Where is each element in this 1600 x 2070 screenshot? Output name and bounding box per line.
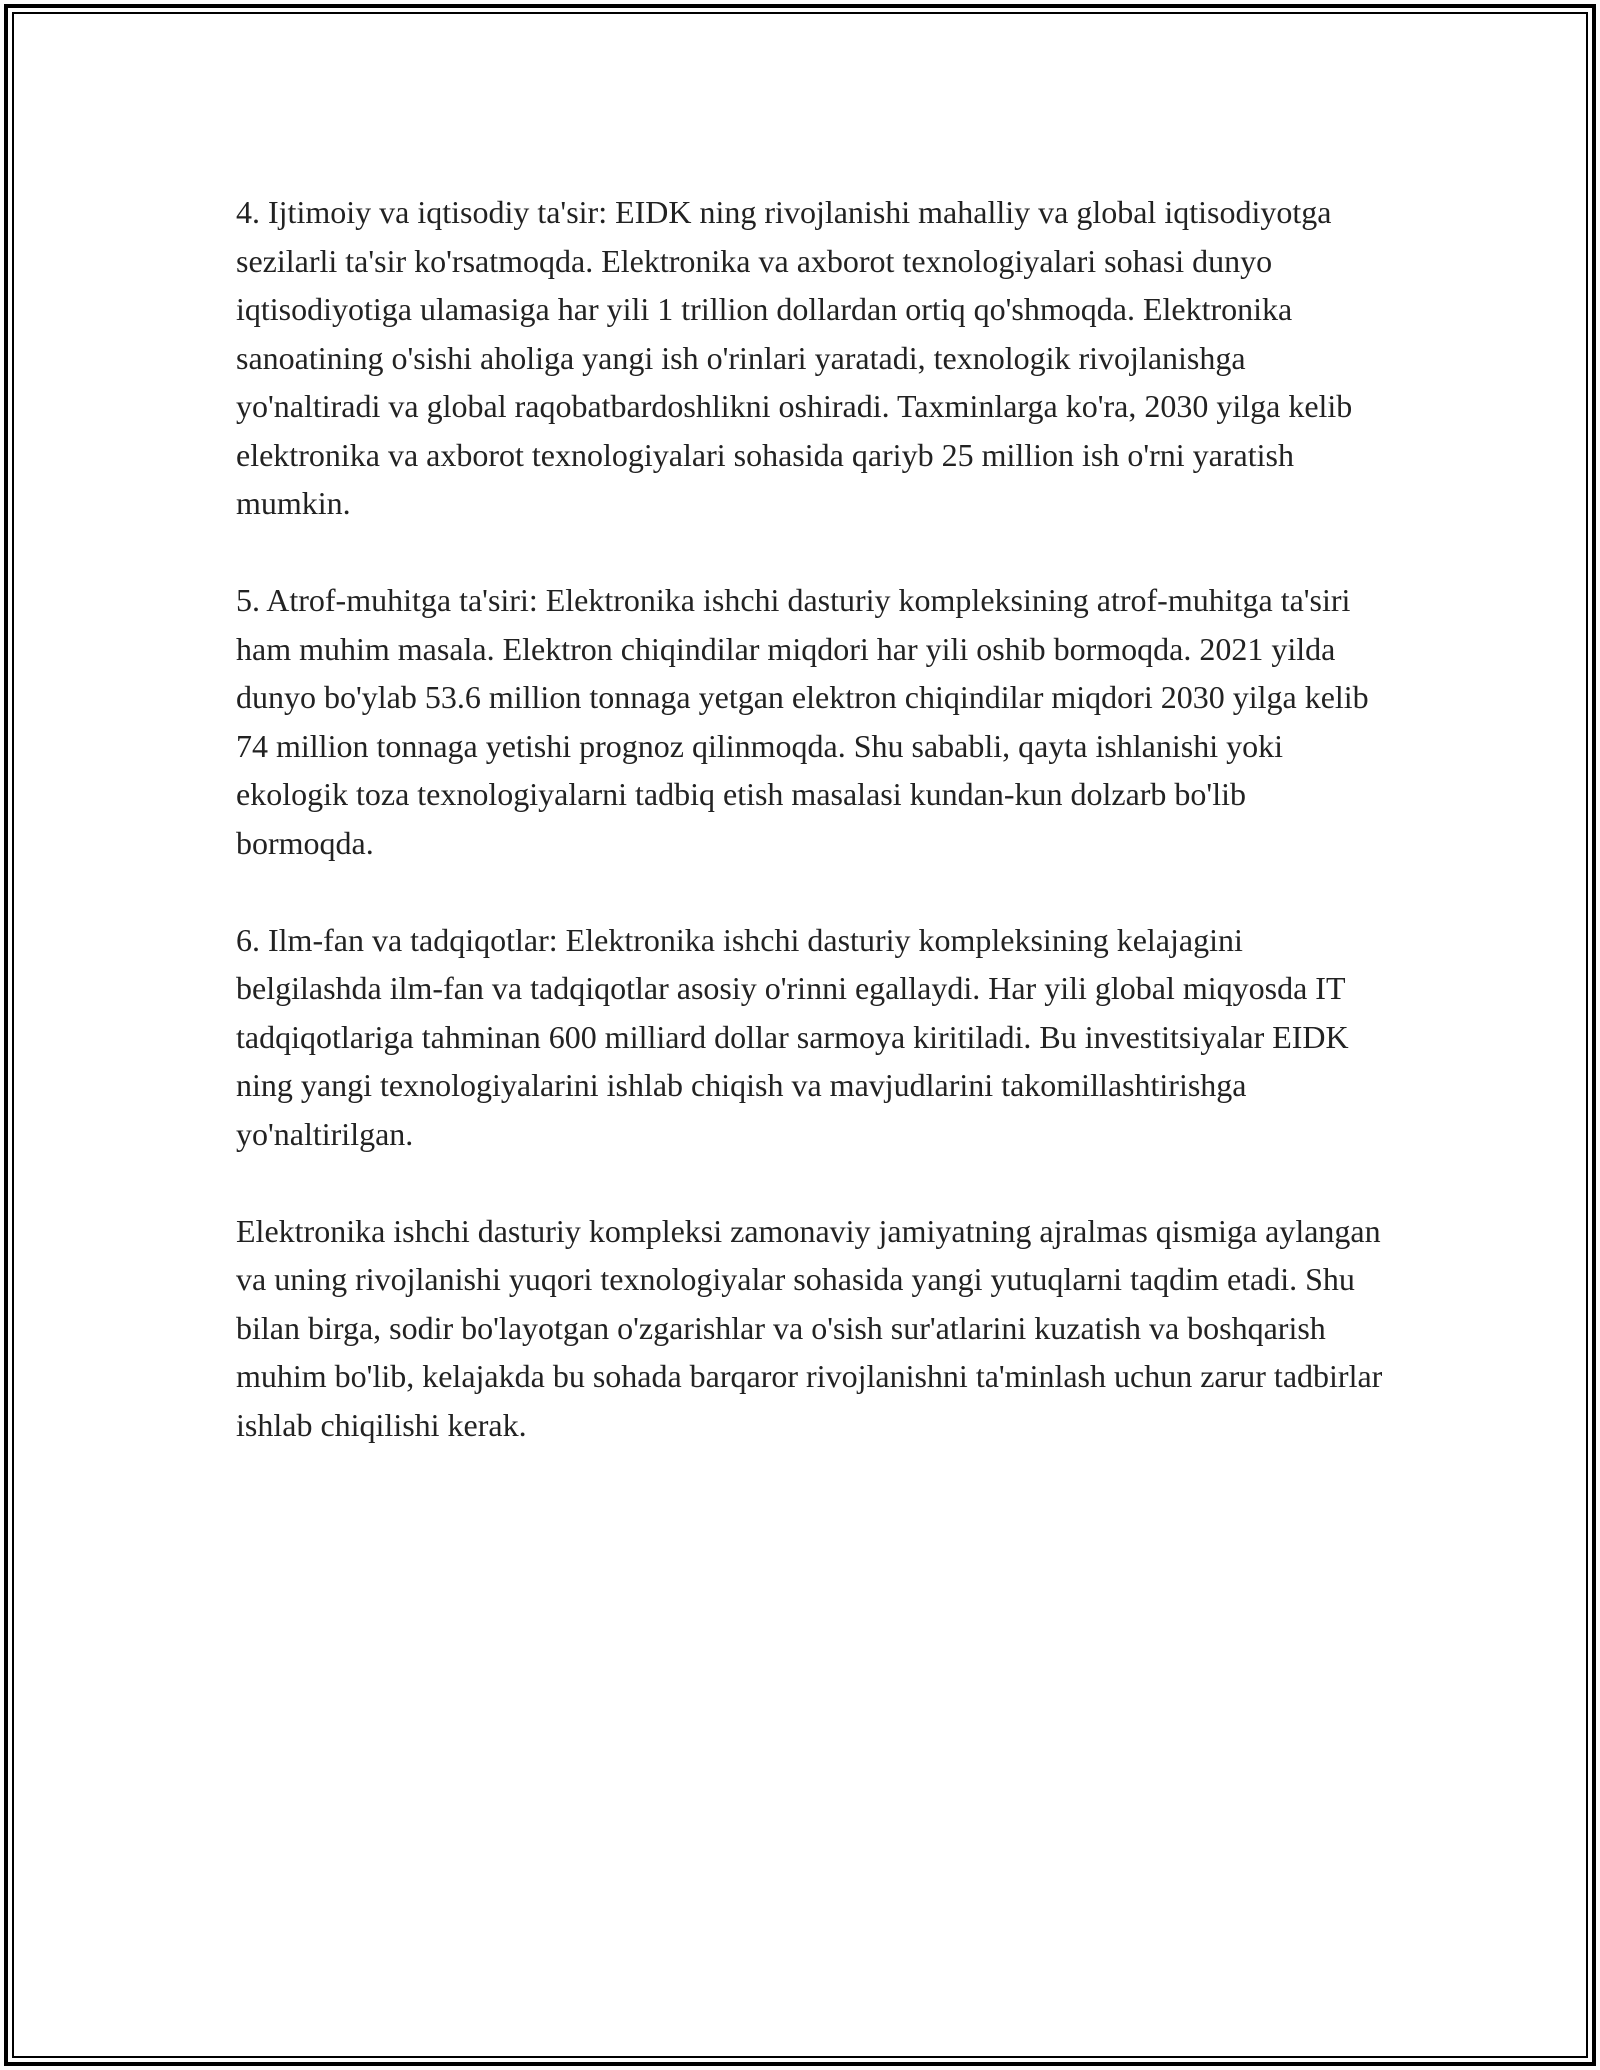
document-body xyxy=(236,188,1386,1449)
paragraph-science-research: 6. Ilm-fan va tadqiqotlar: Elektronika ishchi dasturiy kompleksining kelajagini belgilashda ilm-fan va tadqiqotlar asosiy o'rinni egallaydi. Har yili global miqyosda IT tadqiqotlariga tahminan 600 milliard dollar sarmoya kiritiladi. Bu investitsiyalar EIDK ning yangi texnologiyalarini ishlab chiqish va mavjudlarini takomillashtirishga yo'naltirilgan. xyxy=(236,921,1349,1152)
paragraph-social-economic-impact: 4. Ijtimoiy va iqtisodiy ta'sir: EIDK ning rivojlanishi mahalliy va global iqtisodiyotga sezilarli ta'sir ko'rsatmoqda. Elektronika va axborot texnologiyalari sohasi dunyo iqtisodiyotiga ulamasiga har yili 1 trillion dollardan ortiq qo'shmoqda. Elektronika sanoatining o'sishi aholiga yangi ish o'rinlari yaratadi, texnologik rivojlanishga yo'naltiradi va global raqobatbardoshlikni oshiradi. Taxminlarga ko'ra, 2030 yilga kelib elektronika va axborot texnologiyalari sohasida qariyb 25 million ish o'rni yaratish mumkin. xyxy=(236,194,1353,521)
paragraph-conclusion: Elektronika ishchi dasturiy kompleksi zamonaviy jamiyatning ajralmas qismiga aylangan va uning rivojlanishi yuqori texnologiyalar sohasida yangi yutuqlarni taqdim etadi. Shu bilan birga, sodir bo'layotgan o'zgarishlar va o'sish sur'atlarini kuzatish va boshqarish muhim bo'lib, kelajakda bu sohada barqaror rivojlanishni ta'minlash uchun zarur tadbirlar ishlab chiqilishi kerak. xyxy=(236,1212,1383,1443)
paragraph-environmental-impact: 5. Atrof-muhitga ta'siri: Elektronika ishchi dasturiy kompleksining atrof-muhitga ta'siri ham muhim masala. Elektron chiqindilar miqdori har yili oshib bormoqda. 2021 yilda dunyo bo'ylab 53.6 million tonnaga yetgan elektron chiqindilar miqdori 2030 yilga kelib 74 million tonnaga yetishi prognoz qilinmoqda. Shu sababli, qayta ishlanishi yoki ekologik toza texnologiyalarni tadbiq etish masalasi kundan-kun dolzarb bo'lib bormoqda. xyxy=(236,582,1369,861)
